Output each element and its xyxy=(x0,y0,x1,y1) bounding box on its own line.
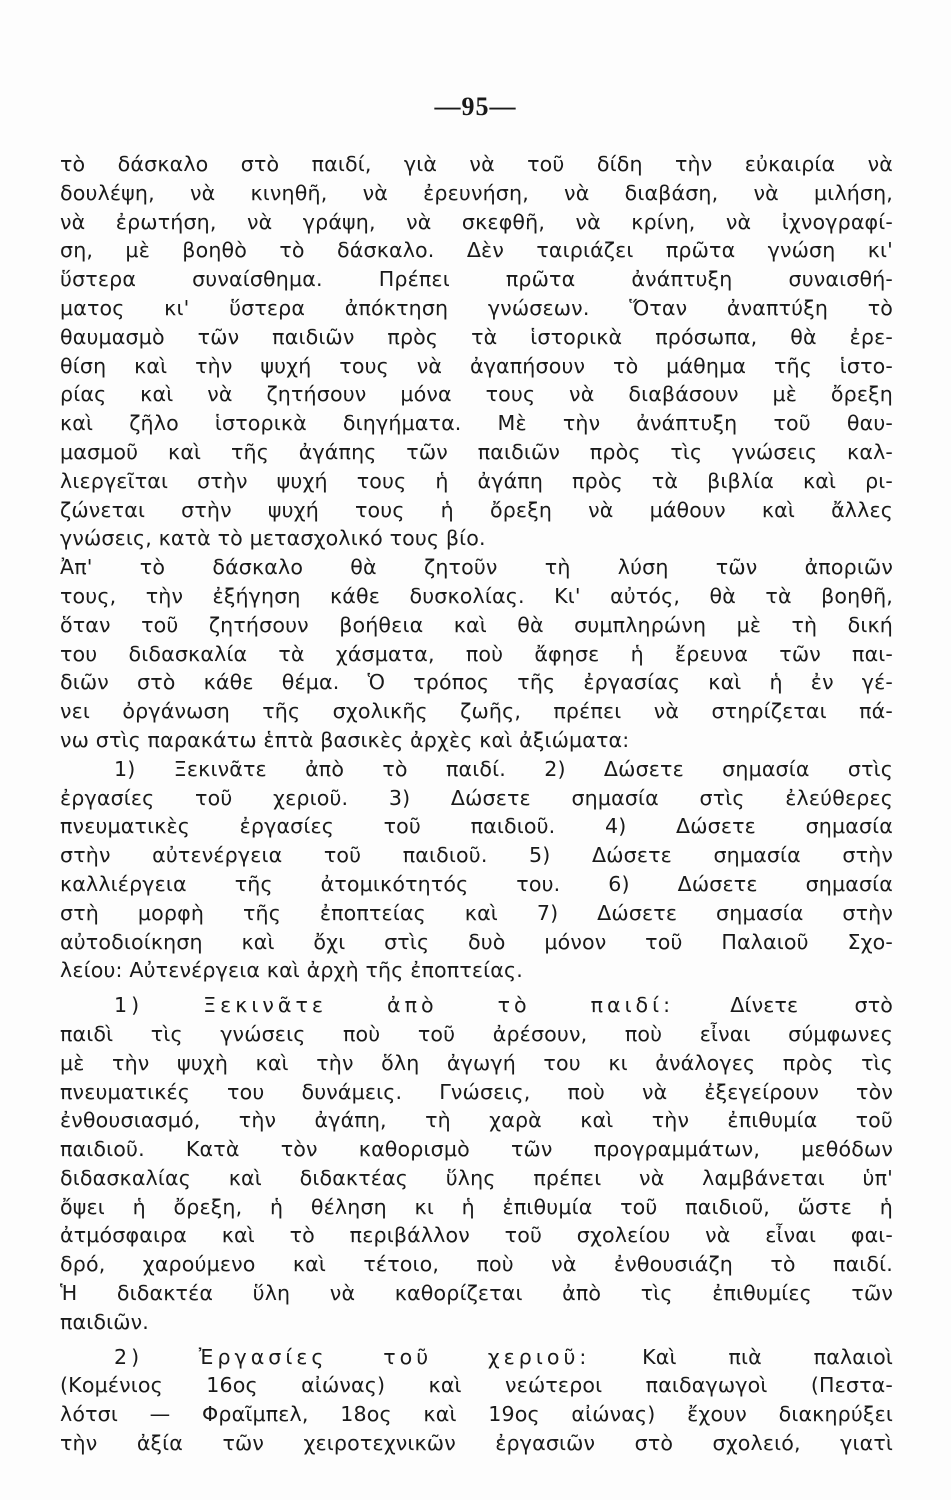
text-line: αὐτοδιοίκηση καὶ ὄχι στὶς δυὸ μόνον τοῦ Παλαιοῦ Σχο- xyxy=(60,929,893,954)
text-line: ὄψει ἡ ὄρεξη, ἡ θέληση κι ἡ ἐπιθυμία τοῦ παιδιοῦ, ὥστε ἡ xyxy=(60,1194,893,1219)
text-line: Ἡ διδακτέα ὕλη νὰ καθορίζεται ἀπὸ τὶς ἐπιθυμίες τῶν xyxy=(60,1281,893,1306)
text-line: ὅταν τοῦ ζητήσουν βοήθεια καὶ θὰ συμπληρώνη μὲ τὴ δική xyxy=(60,612,893,637)
text-line: διδασκαλίας καὶ διδακτέας ὕλης πρέπει νὰ λαμβάνεται ὑπ' xyxy=(60,1165,893,1190)
text-line: ση, μὲ βοηθὸ τὸ δάσκαλο. Δὲν ταιριάζει πρῶτα γνώση κι' xyxy=(60,238,893,263)
paragraph-5 xyxy=(60,1343,893,1458)
text-line: 1) Ξεκινᾶτε ἀπὸ τὸ παιδί. 2) Δώσετε σημασία στὶς xyxy=(114,756,893,781)
text-line xyxy=(60,991,893,1020)
text-line: μὲ τὴν ψυχὴ καὶ τὴν ὅλη ἀγωγή του κι ἀνάλογες πρὸς τὶς xyxy=(60,1050,893,1075)
text-line: Ἀπ' τὸ δάσκαλο θὰ ζητοῦν τὴ λύση τῶν ἀποριῶν xyxy=(60,555,893,580)
text-line: νω στὶς παρακάτω ἑπτὰ βασικὲς ἀρχὲς καὶ ἀξιώματα: xyxy=(60,727,630,752)
body-text xyxy=(60,150,893,1458)
text-line: γνώσεις, κατὰ τὸ μετασχολικό τους βίο. xyxy=(60,526,486,551)
paragraph-3 xyxy=(60,755,893,985)
text-line: καλλιέργεια τῆς ἀτομικότητός του. 6) Δώσετε σημασία xyxy=(60,871,893,896)
text-line: λείου: Αὐτενέργεια καὶ ἀρχὴ τῆς ἐποπτείας. xyxy=(60,958,523,983)
text-line: πνευματικὲς ἐργασίες τοῦ παιδιοῦ. 4) Δώσετε σημασία xyxy=(60,814,893,839)
text-line: ἀτμόσφαιρα καὶ τὸ περιβάλλον τοῦ σχολείου νὰ εἶναι φαι- xyxy=(60,1223,893,1248)
text-line: του διδασκαλία τὰ χάσματα, ποὺ ἄφησε ἡ ἔρευνα τῶν παι- xyxy=(60,641,893,666)
section-heading: 1) Ξεκινᾶτε ἀπὸ τὸ παιδί: xyxy=(114,993,675,1018)
text-line: ρίας καὶ νὰ ζητήσουν μόνα τους νὰ διαβάσουν μὲ ὄρεξη xyxy=(60,382,893,407)
text-line: ἐνθουσιασμό, τὴν ἀγάπη, τὴ χαρὰ καὶ τὴν ἐπιθυμία τοῦ xyxy=(60,1108,893,1133)
text-line: παιδὶ τὶς γνώσεις ποὺ τοῦ ἀρέσουν, ποὺ εἶναι σύμφωνες xyxy=(60,1021,893,1046)
text-line: πνευματικές του δυνάμεις. Γνώσεις, ποὺ νὰ ἐξεγείρουν τὸν xyxy=(60,1079,893,1104)
text-line: θαυμασμὸ τῶν παιδιῶν πρὸς τὰ ἱστορικὰ πρόσωπα, θὰ ἐρε- xyxy=(60,324,893,349)
text-line: τὴν ἀξία τῶν χειροτεχνικῶν ἐργασιῶν στὸ σχολειό, γιατὶ xyxy=(60,1431,893,1456)
text-line: θίση καὶ τὴν ψυχή τους νὰ ἀγαπήσουν τὸ μάθημα τῆς ἱστο- xyxy=(60,353,893,378)
text-line: μασμοῦ καὶ τῆς ἀγάπης τῶν παιδιῶν πρὸς τὶς γνώσεις καλ- xyxy=(60,439,893,464)
section-heading: 2) Ἐργασίες τοῦ χεριοῦ: xyxy=(114,1344,591,1369)
text-fragment: Δίνετε στὸ xyxy=(674,993,894,1018)
paragraph-2 xyxy=(60,553,893,755)
text-fragment: Καὶ πιὰ παλαιοὶ xyxy=(590,1344,893,1369)
text-line: ζώνεται στὴν ψυχή τους ἡ ὄρεξη νὰ μάθουν καὶ ἄλλες xyxy=(60,497,893,522)
paragraph-4 xyxy=(60,991,893,1337)
text-line: δουλέψη, νὰ κινηθῆ, νὰ ἐρευνήση, νὰ διαβάση, νὰ μιλήση, xyxy=(60,180,893,205)
text-line: παιδιῶν. xyxy=(60,1309,150,1334)
page-number: —95— xyxy=(434,92,517,121)
text-line: ἐργασίες τοῦ χεριοῦ. 3) Δώσετε σημασία στὶς ἐλεύθερες xyxy=(60,785,893,810)
text-line xyxy=(60,1343,893,1372)
text-line: παιδιοῦ. Κατὰ τὸν καθορισμὸ τῶν προγραμμάτων, μεθόδων xyxy=(60,1137,893,1162)
text-line: τὸ δάσκαλο στὸ παιδί, γιὰ νὰ τοῦ δίδη τὴν εὐκαιρία νὰ xyxy=(60,152,893,176)
text-line: δρό, χαρούμενο καὶ τέτοιο, ποὺ νὰ ἐνθουσιάζη τὸ παιδί. xyxy=(60,1252,893,1277)
text-line: νὰ ἐρωτήση, νὰ γράψη, νὰ σκεφθῆ, νὰ κρίνη, νὰ ἰχνογραφί- xyxy=(60,209,893,234)
text-line: λότσι — Φραῖμπελ, 18ος καὶ 19ος αἰώνας) ἔχουν διακηρύξει xyxy=(60,1402,893,1427)
text-line: στὴν αὐτενέργεια τοῦ παιδιοῦ. 5) Δώσετε σημασία στὴν xyxy=(60,843,893,868)
paragraph-1 xyxy=(60,150,893,553)
text-line: διῶν στὸ κάθε θέμα. Ὁ τρόπος τῆς ἐργασίας καὶ ἡ ἐν γέ- xyxy=(60,670,893,695)
text-line: ὕστερα συναίσθημα. Πρέπει πρῶτα ἀνάπτυξη συναισθή- xyxy=(60,267,893,292)
text-line: (Κομένιος 16ος αἰώνας) καὶ νεώτεροι παιδαγωγοὶ (Πεστα- xyxy=(60,1373,893,1398)
text-line: τους, τὴν ἐξήγηση κάθε δυσκολίας. Κι' αὐτός, θὰ τὰ βοηθῆ, xyxy=(60,583,893,608)
text-line: ματος κι' ὕστερα ἀπόκτηση γνώσεων. Ὅταν ἀναπτύξη τὸ xyxy=(60,295,893,320)
text-line: νει ὀργάνωση τῆς σχολικῆς ζωῆς, πρέπει νὰ στηρίζεται πά- xyxy=(60,699,893,724)
text-line: καὶ ζῆλο ἱστορικὰ διηγήματα. Μὲ τὴν ἀνάπτυξη τοῦ θαυ- xyxy=(60,411,893,436)
text-line: λιεργεῖται στὴν ψυχή τους ἡ ἀγάπη πρὸς τὰ βιβλία καὶ ρι- xyxy=(60,468,893,493)
text-line: στὴ μορφὴ τῆς ἐποπτείας καὶ 7) Δώσετε σημασία στὴν xyxy=(60,900,893,925)
